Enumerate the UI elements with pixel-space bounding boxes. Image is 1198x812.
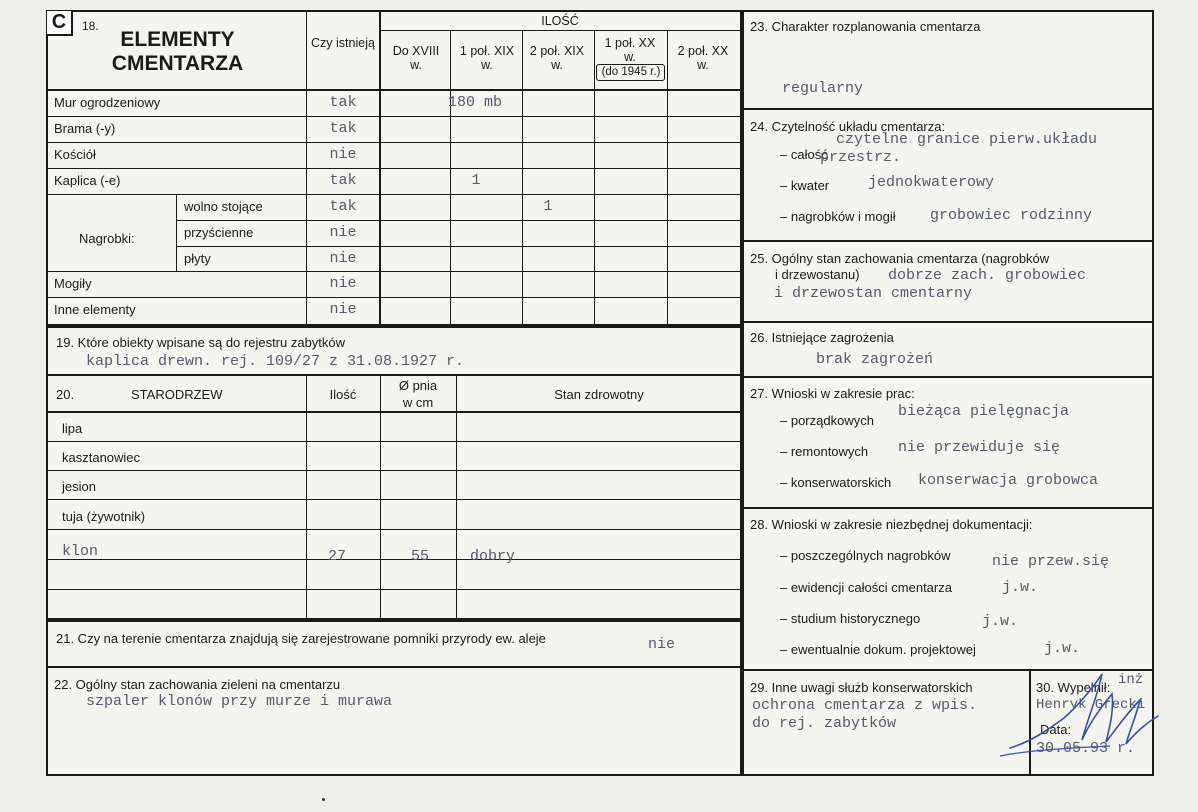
s27-answer: bieżąca pielęgnacja — [898, 403, 1070, 420]
exists-value: nie — [329, 301, 357, 318]
s23-question: 23. Charakter rozplanowania cmentarza — [750, 19, 981, 34]
s24-label-whole: – całość — [780, 147, 828, 162]
s30-name: Henryk Grecki — [1036, 697, 1146, 713]
s24-answer-whole-2: przestrz. — [820, 149, 902, 166]
s23-answer: regularny — [782, 80, 864, 97]
s30-label: 30. Wypełnił: — [1036, 680, 1111, 695]
s28-answer: nie przew.się — [992, 553, 1110, 570]
s27-question: 27. Wnioski w zakresie prac: — [750, 386, 915, 401]
s20-col-qty: Ilość — [329, 387, 357, 402]
row-label-slabs: płyty — [184, 251, 211, 266]
s20-title: STARODRZEW — [131, 387, 223, 402]
exists-value: nie — [329, 224, 357, 241]
row-label-chapel: Kaplica (-e) — [54, 173, 121, 188]
s28-question: 28. Wnioski w zakresie niezbędnej dokumentacji: — [750, 517, 1033, 532]
s20-number: 20. — [56, 387, 75, 402]
tree-row-label: klon — [62, 543, 99, 560]
s25-question-1: 25. Ogólny stan zachowania cmentarza (nagrobków — [750, 251, 1050, 266]
s28-label: – ewentualnie dokum. projektowej — [780, 642, 976, 657]
period-2-header: 1 poł. XIX w. — [459, 44, 515, 72]
exists-value: tak — [329, 120, 357, 137]
row-label-gate: Brama (-y) — [54, 121, 116, 136]
s20-col-diam-2: w cm — [402, 395, 434, 410]
tree-diam-value: 55 — [410, 548, 429, 565]
row-label-church: Kościół — [54, 147, 96, 162]
s22-question: 22. Ogólny stan zachowania zieleni na cmentarzu — [54, 677, 341, 692]
signature-scribble — [990, 660, 1165, 770]
s27-label: – remontowych — [780, 444, 869, 459]
qty-freestanding-19c2: 1 — [543, 198, 553, 215]
s30-date: 30.05.93 r. — [1036, 740, 1136, 757]
s29-question: 29. Inne uwagi służb konserwatorskich — [750, 680, 973, 695]
s20-col-diam-1: Ø pnia — [398, 378, 438, 393]
s29-answer-1: ochrona cmentarza z wpis. — [752, 697, 978, 714]
s24-label-quarters: – kwater — [780, 178, 830, 193]
s27-label: – konserwatorskich — [780, 475, 892, 490]
s24-answer-graves: grobowiec rodzinny — [930, 207, 1093, 224]
period-1-header: Do XVIII w. — [392, 44, 440, 72]
section-18-title-1: ELEMENTY — [120, 28, 235, 51]
s26-answer: brak zagrożeń — [816, 351, 934, 368]
s27-label: – porządkowych — [780, 413, 874, 428]
s20-col-health: Stan zdrowotny — [554, 387, 644, 402]
exists-value: tak — [329, 172, 357, 189]
tree-qty-value: 27 — [327, 548, 346, 565]
s24-answer-whole: czytelne granice pierw.układu — [836, 131, 1098, 148]
s28-answer: j.w. — [1044, 640, 1081, 657]
s28-label: – poszczególnych nagrobków — [780, 548, 951, 563]
tree-row-label: kasztanowiec — [62, 450, 141, 465]
row-label-wall-mounted: przyścienne — [184, 225, 254, 240]
tree-health-value: dobry — [470, 548, 516, 565]
section-18-title-2: CMENTARZA — [111, 52, 244, 75]
row-label-freestanding: wolno stojące — [184, 199, 263, 214]
s25-answer-2: i drzewostan cmentarny — [774, 285, 973, 302]
s24-label-graves: – nagrobków i mogił — [780, 209, 896, 224]
s24-question: 24. Czytelność układu cmentarza: — [750, 119, 946, 134]
s29-answer-2: do rej. zabytków — [752, 715, 897, 732]
tree-row-label: lipa — [62, 421, 83, 436]
qty-chapel-19c1: 1 — [471, 172, 481, 189]
s28-label: – studium historycznego — [780, 611, 921, 626]
s22-answer: szpaler klonów przy murze i murawa — [86, 693, 393, 710]
s19-question: 19. Które obiekty wpisane są do rejestru zabytków — [56, 335, 346, 350]
section-18-number: 18. — [82, 19, 99, 33]
tree-row-label: tuja (żywotnik) — [62, 509, 146, 524]
period-3-header: 2 poł. XIX w. — [529, 44, 585, 72]
s26-question: 26. Istniejące zagrożenia — [750, 330, 894, 345]
row-label-wall: Mur ogrodzeniowy — [54, 95, 161, 110]
exists-value: tak — [329, 94, 357, 111]
col-exists-header: Czy istnieją — [311, 36, 375, 50]
s21-answer: nie — [648, 636, 676, 653]
exists-value: nie — [329, 146, 357, 163]
tree-row-label: jesion — [62, 479, 96, 494]
period-5-header: 2 poł. XX w. — [677, 44, 729, 72]
period-4-note: (do 1945 r.) — [601, 66, 661, 78]
row-label-nagrobki: Nagrobki: — [79, 231, 135, 246]
s27-answer: nie przewiduje się — [898, 439, 1061, 456]
scan-speck — [322, 798, 325, 801]
s24-answer-quarters: jednokwaterowy — [868, 174, 995, 191]
s25-answer-1: dobrze zach. grobowiec — [888, 267, 1087, 284]
s28-answer: j.w. — [1002, 579, 1039, 596]
s21-question: 21. Czy na terenie cmentarza znajdują się zarejestrowane pomniki przyrody ew. aleje — [56, 631, 546, 646]
s30-date-label: Data: — [1040, 722, 1072, 737]
qty-header: ILOŚĆ — [541, 14, 579, 28]
section-letter-box — [47, 11, 73, 36]
qty-wall-19c1: 180 mb — [448, 94, 503, 111]
s25-question-2: i drzewostanu) — [775, 267, 860, 282]
s28-answer: j.w. — [982, 613, 1019, 630]
exists-value: tak — [329, 198, 357, 215]
s28-label: – ewidencji całości cmentarza — [780, 580, 952, 595]
row-label-other: Inne elementy — [54, 302, 136, 317]
row-label-graves: Mogiły — [54, 276, 92, 291]
section-letter: C — [51, 11, 67, 33]
s30-title: inż — [1118, 672, 1144, 688]
exists-value: nie — [329, 250, 357, 267]
period-4-header: 1 poł. XX w. — [604, 36, 656, 64]
exists-value: nie — [329, 275, 357, 292]
s19-answer: kaplica drewn. rej. 109/27 z 31.08.1927 r. — [86, 353, 465, 370]
s27-answer: konserwacja grobowca — [918, 472, 1099, 489]
